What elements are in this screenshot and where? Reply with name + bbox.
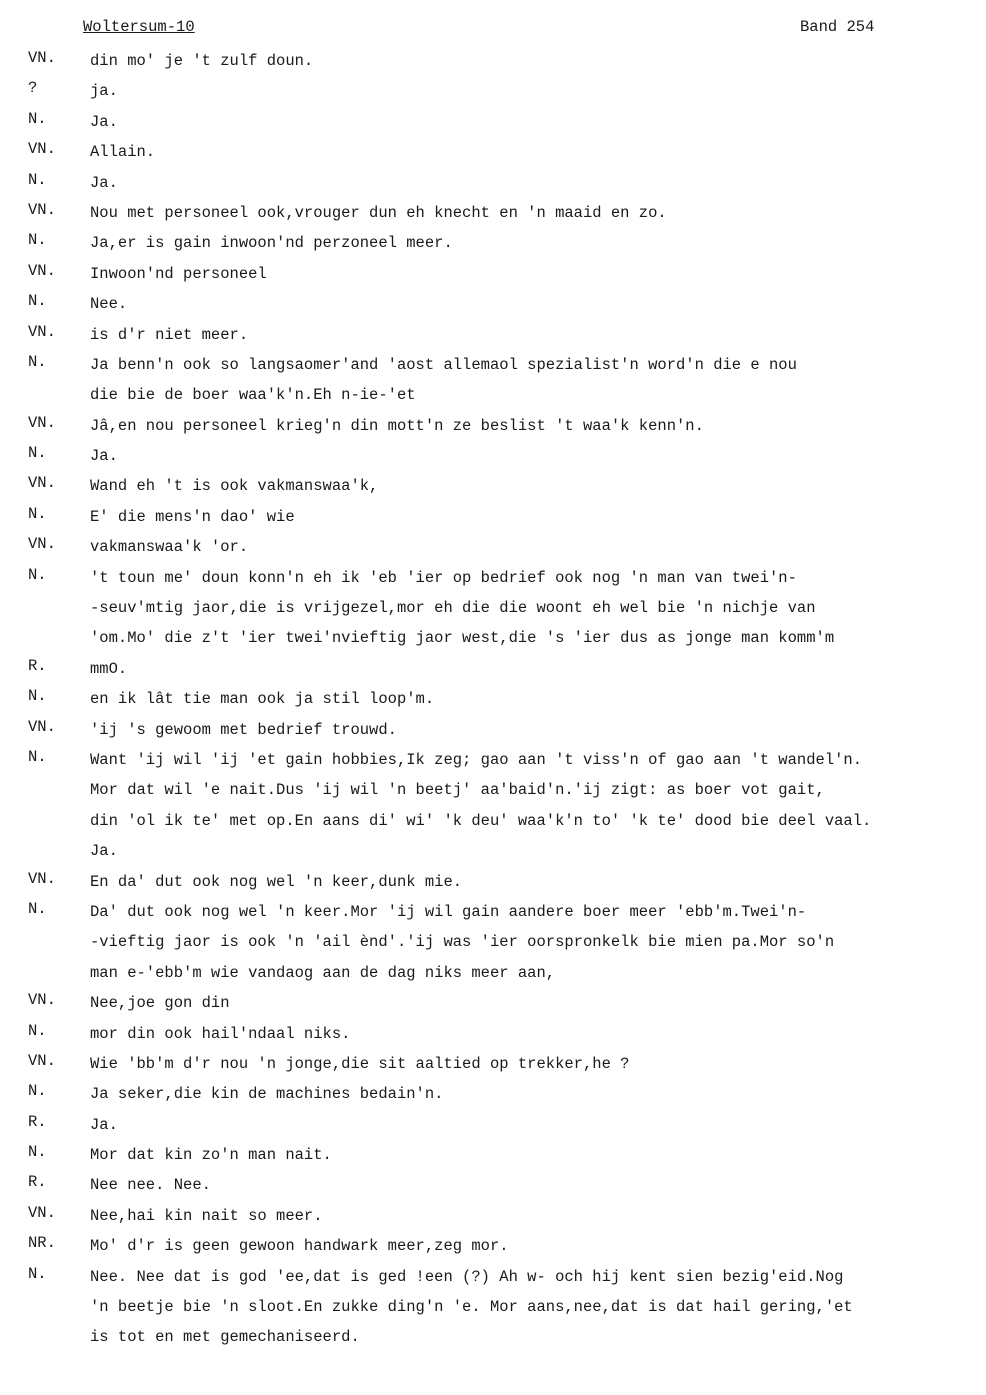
transcript-turn [0,1173,986,1203]
utterance [90,657,980,687]
transcript-body [0,49,986,1356]
utterance [90,231,980,261]
transcript-turn [0,566,986,657]
speaker-label: R. [28,1112,47,1131]
utterance-line: ja. [90,82,118,101]
utterance-line: man e-'ebb'm wie vandaog aan de dag niks meer aan, [90,963,556,982]
speaker-label: VN. [28,991,56,1010]
transcript-turn [0,474,986,504]
utterance [90,140,980,170]
transcript-turn [0,718,986,748]
utterance-line: Inwoon'nd personeel [90,264,267,283]
utterance-line: Nee,joe gon din [90,994,230,1013]
speaker-label: VN. [28,869,56,888]
utterance [90,292,980,322]
utterance [90,262,980,292]
document-title: Woltersum-10 [83,18,195,36]
transcript-turn [0,1204,986,1234]
transcript-turn [0,444,986,474]
utterance-line: Nee,hai kin nait so meer. [90,1206,323,1225]
utterance-line: vakmanswaa'k 'or. [90,538,249,557]
utterance [90,49,980,79]
transcript-turn [0,201,986,231]
utterance-line: Ja seker,die kin de machines bedain'n. [90,1085,444,1104]
utterance-line: E' die mens'n dao' wie [90,507,295,526]
utterance [90,1234,980,1264]
utterance [90,1052,980,1082]
speaker-label: VN. [28,1051,56,1070]
utterance-line: Ja. [90,1115,118,1134]
utterance [90,687,980,717]
utterance-line: 'om.Mo' die z't 'ier twei'nvieftig jaor west,die 's 'ier dus as jonge man komm'm [90,629,835,648]
utterance [90,323,980,353]
speaker-label: N. [28,292,47,311]
transcript-turn [0,1082,986,1112]
utterance-line: Mor dat kin zo'n man nait. [90,1146,332,1165]
utterance [90,1204,980,1234]
speaker-label: NR. [28,1234,56,1253]
utterance-line: -seuv'mtig jaor,die is vrijgezel,mor eh die die woont eh wel bie 'n nichje van [90,599,816,618]
transcript-turn [0,535,986,565]
speaker-label: VN. [28,200,56,219]
utterance-line: 'n beetje bie 'n sloot.En zukke ding'n 'e. Mor aans,nee,dat is dat hail gering,'et [90,1298,853,1317]
utterance-line: Wand eh 't is ook vakmanswaa'k, [90,477,379,496]
transcript-turn [0,687,986,717]
speaker-label: VN. [28,261,56,280]
speaker-label: N. [28,504,47,523]
utterance-line: die bie de boer waa'k'n.Eh n-ie-'et [90,386,416,405]
speaker-label: VN. [28,322,56,341]
speaker-label: N. [28,1264,47,1283]
speaker-label: VN. [28,717,56,736]
transcript-turn [0,262,986,292]
transcript-turn [0,991,986,1021]
utterance [90,474,980,504]
transcript-turn [0,353,986,414]
speaker-label: N. [28,1082,47,1101]
transcript-turn [0,657,986,687]
utterance-line: -vieftig jaor is ook 'n 'ail ènd'.'ij was 'ier oorspronkelk bie mien pa.Mor so'n [90,933,835,952]
utterance [90,748,980,870]
transcript-turn [0,1265,986,1356]
speaker-label: VN. [28,474,56,493]
utterance-line: Nee nee. Nee. [90,1176,211,1195]
utterance [90,1113,980,1143]
utterance [90,566,980,657]
utterance-line: is tot en met gemechaniseerd. [90,1328,360,1347]
transcript-turn [0,1022,986,1052]
utterance-line: 'ij 's gewoom met bedrief trouwd. [90,720,397,739]
page-header [0,18,986,42]
utterance-line: is d'r niet meer. [90,325,249,344]
utterance [90,201,980,231]
utterance [90,414,980,444]
utterance [90,991,980,1021]
utterance-line: Allain. [90,143,156,162]
utterance-line: mmO. [90,659,128,678]
utterance-line: din mo' je 't zulf doun. [90,52,314,70]
transcript-turn [0,748,986,870]
utterance-line: en ik lât tie man ook ja stil loop'm. [90,690,435,709]
utterance [90,79,980,109]
speaker-label: VN. [28,1203,56,1222]
speaker-label: N. [28,1021,47,1040]
speaker-label: VN. [28,413,56,432]
utterance [90,870,980,900]
speaker-label: N. [28,899,47,918]
transcript-turn [0,1052,986,1082]
transcript-turn [0,1113,986,1143]
utterance-line: Ja benn'n ook so langsaomer'and 'aost allemaol spezialist'n word'n die e nou [90,355,797,374]
utterance-line: Mo' d'r is geen gewoon handwark meer,zeg mor. [90,1237,509,1256]
speaker-label: N. [28,687,47,706]
speaker-label: N. [28,352,47,371]
transcript-turn [0,323,986,353]
utterance [90,1173,980,1203]
speaker-label: VN. [28,49,56,67]
utterance [90,718,980,748]
utterance-line: Ja. [90,112,118,131]
utterance-line: Nee. [90,295,128,314]
utterance-line: Nou met personeel ook,vrouger dun eh knecht en 'n maaid en zo. [90,203,667,222]
utterance-line: 't toun me' doun konn'n eh ik 'eb 'ier op bedrief ook nog 'n man van twei'n- [90,568,797,587]
speaker-label: ? [28,79,38,98]
utterance [90,171,980,201]
transcript-turn [0,49,986,79]
utterance [90,1265,980,1356]
utterance-line: En da' dut ook nog wel 'n keer,dunk mie. [90,872,463,891]
transcript-turn [0,1143,986,1173]
band-number: Band 254 [800,18,875,36]
transcript-turn [0,231,986,261]
speaker-label: N. [28,109,47,128]
utterance-line: Da' dut ook nog wel 'n keer.Mor 'ij wil gain aandere boer meer 'ebb'm.Twei'n- [90,902,807,921]
transcript-turn [0,110,986,140]
transcript-turn [0,79,986,109]
utterance-line: Want 'ij wil 'ij 'et gain hobbies,Ik zeg; gao aan 't viss'n of gao aan 't wandel'n. [90,750,863,769]
utterance-line: Ja. [90,173,118,192]
transcript-turn [0,505,986,535]
speaker-label: R. [28,656,47,675]
utterance [90,535,980,565]
transcript-turn [0,1234,986,1264]
utterance-line: Ja. [90,447,118,466]
utterance-line: Jâ,en nou personeel krieg'n din mott'n ze beslist 't waa'k kenn'n. [90,416,704,435]
transcript-turn [0,870,986,900]
speaker-label: VN. [28,140,56,159]
speaker-label: N. [28,1143,47,1162]
transcript-turn [0,140,986,170]
utterance [90,110,980,140]
transcript-turn [0,171,986,201]
utterance [90,900,980,991]
utterance-line: din 'ol ik te' met op.En aans di' wi' 'k deu' waa'k'n to' 'k te' dood bie deel vaal. [90,811,872,830]
speaker-label: N. [28,444,47,463]
utterance [90,444,980,474]
transcript-turn [0,414,986,444]
speaker-label: N. [28,231,47,250]
utterance [90,1143,980,1173]
utterance-line: Mor dat wil 'e nait.Dus 'ij wil 'n beetj' aa'baid'n.'ij zigt: as boer vot gait, [90,781,825,800]
speaker-label: N. [28,170,47,189]
utterance [90,1022,980,1052]
speaker-label: N. [28,747,47,766]
utterance [90,1082,980,1112]
speaker-label: VN. [28,535,56,554]
utterance-line: Ja. [90,842,118,861]
transcript-turn [0,292,986,322]
utterance-line: Ja,er is gain inwoon'nd perzoneel meer. [90,234,453,253]
transcript-turn [0,900,986,991]
utterance-line: Wie 'bb'm d'r nou 'n jonge,die sit aaltied op trekker,he ? [90,1054,630,1073]
speaker-label: N. [28,565,47,584]
speaker-label: R. [28,1173,47,1192]
utterance [90,353,980,414]
utterance-line: mor din ook hail'ndaal niks. [90,1024,351,1043]
utterance [90,505,980,535]
utterance-line: Nee. Nee dat is god 'ee,dat is ged !een (?) Ah w- och hij kent sien bezig'eid.Nog [90,1267,844,1286]
